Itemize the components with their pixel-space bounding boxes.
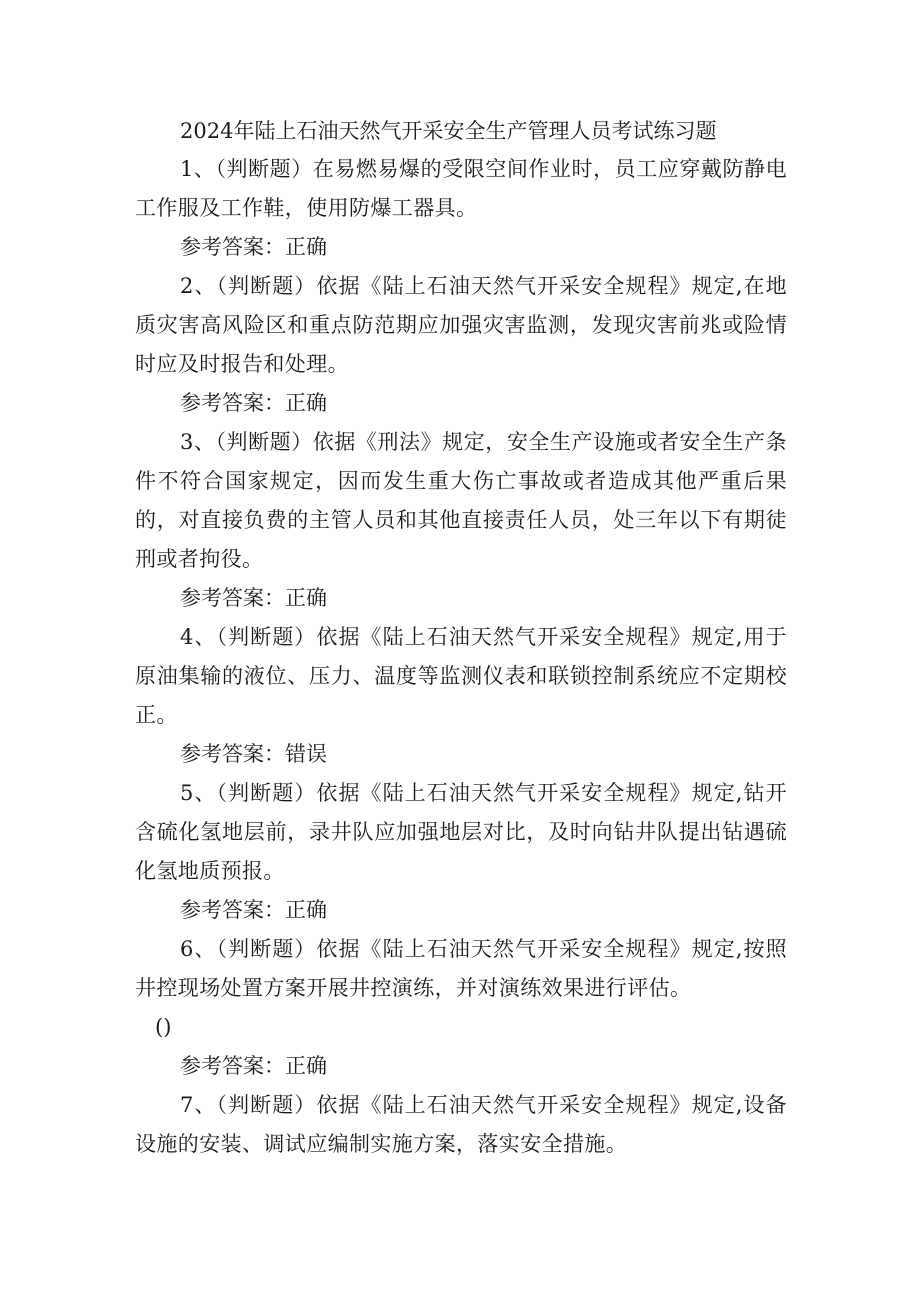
question-text: 1、（判断题）在易燃易爆的受限空间作业时，员工应穿戴防静电工作服及工作鞋，使用防爆工器具。 xyxy=(135,157,787,220)
question-item-6 xyxy=(135,930,787,1086)
answer-text: 参考答案：正确 xyxy=(180,1054,327,1078)
answer-text: 参考答案：正确 xyxy=(180,235,327,259)
question-item-2 xyxy=(135,267,787,423)
document-title: 2024年陆上石油天然气开采安全生产管理人员考试练习题 xyxy=(180,119,717,143)
answer-text: 参考答案：正确 xyxy=(180,391,327,415)
question-item-3 xyxy=(135,423,787,618)
question-item-7 xyxy=(135,1086,787,1164)
question-text: 4、（判断题）依据《陆上石油天然气开采安全规程》规定,用于原油集输的液位、压力、温度等监测仪表和联锁控制系统应不定期校正。 xyxy=(135,625,787,727)
answer-text: 参考答案：正确 xyxy=(180,898,327,922)
question-item-1 xyxy=(135,150,787,267)
question-item-4 xyxy=(135,618,787,774)
document-body xyxy=(135,112,787,1164)
answer-blank-parentheses: () xyxy=(155,1015,172,1039)
question-text: 2、（判断题）依据《陆上石油天然气开采安全规程》规定,在地质灾害高风险区和重点防范期应加强灾害监测，发现灾害前兆或险情时应及时报告和处理。 xyxy=(135,274,787,376)
question-text: 5、（判断题）依据《陆上石油天然气开采安全规程》规定,钻开含硫化氢地层前，录井队应加强地层对比，及时向钻井队提出钻遇硫化氢地质预报。 xyxy=(135,781,787,883)
question-text: 3、（判断题）依据《刑法》规定，安全生产设施或者安全生产条件不符合国家规定，因而发生重大伤亡事故或者造成其他严重后果的，对直接负费的主管人员和其他直接责任人员，处三年以下有期徒刑或者拘役。 xyxy=(135,430,787,571)
question-text: 6、（判断题）依据《陆上石油天然气开采安全规程》规定,按照井控现场处置方案开展井控演练，并对演练效果进行评估。 xyxy=(135,937,787,1000)
question-text: 7、（判断题）依据《陆上石油天然气开采安全规程》规定,设备设施的安装、调试应编制实施方案，落实安全措施。 xyxy=(135,1093,787,1156)
answer-text: 参考答案：正确 xyxy=(180,586,327,610)
question-item-5 xyxy=(135,774,787,930)
answer-text: 参考答案：错误 xyxy=(180,742,327,766)
